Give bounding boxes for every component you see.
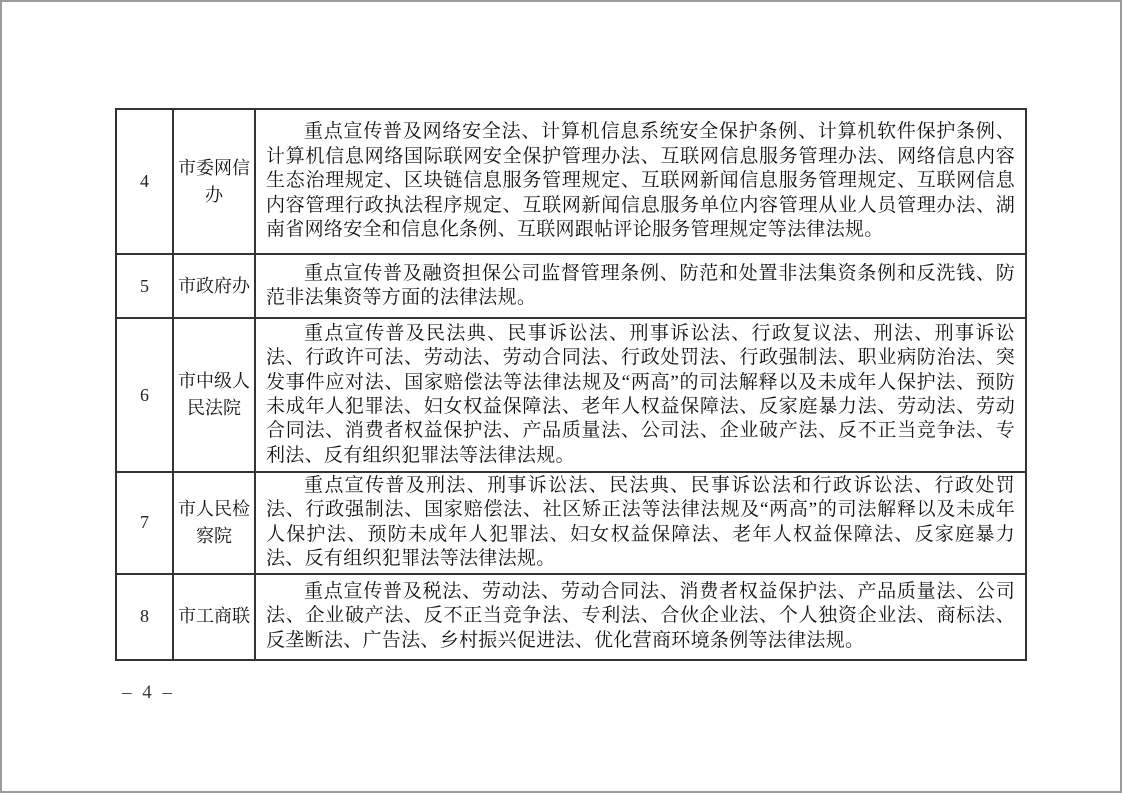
row-number-cell [116, 318, 173, 472]
row-number: 4 [140, 171, 149, 191]
department-name: 市工商联 [178, 606, 250, 627]
row-number-cell [116, 254, 173, 318]
table-row [116, 318, 1026, 472]
department-cell [173, 109, 255, 254]
description-text: 重点宣传普及融资担保公司监督管理条例、防范和处置非法集资条例和反洗钱、防范非法集资等方面的法律法规。 [266, 262, 1015, 308]
description-cell [255, 472, 1026, 574]
department-cell [173, 318, 255, 472]
department-cell [173, 574, 255, 660]
table-row [116, 109, 1026, 254]
row-number-cell [116, 109, 173, 254]
description-cell [255, 254, 1026, 318]
department-name: 市中级人民法院 [178, 371, 250, 418]
description-text: 重点宣传普及民法典、民事诉讼法、刑事诉讼法、行政复议法、刑法、刑事诉讼法、行政许可法、劳动法、劳动合同法、行政处罚法、行政强制法、职业病防治法、突发事件应对法、国家赔偿法等法律法规及“两高”的司法解释以及未成年人保护法、预防未成年人犯罪法、妇女权益保障法、老年人权益保障法、反家庭暴力法、劳动法、劳动合同法、消费者权益保护法、产品质量法、公司法、企业破产法、反不正当竞争法、专利法、反有组织犯罪法等法律法规。 [266, 322, 1015, 466]
row-number-cell [116, 574, 173, 660]
description-cell [255, 109, 1026, 254]
department-name: 市人民检察院 [178, 498, 250, 546]
table-row [116, 574, 1026, 660]
department-name: 市委网信办 [178, 157, 250, 205]
description-text: 重点宣传普及税法、劳动法、劳动合同法、消费者权益保护法、产品质量法、公司法、企业破产法、反不正当竞争法、专利法、合伙企业法、个人独资企业法、商标法、反垄断法、广告法、乡村振兴促进法、优化营商环境条例等法律法规。 [266, 581, 1015, 651]
row-number: 8 [140, 606, 149, 627]
description-text: 重点宣传普及网络安全法、计算机信息系统安全保护条例、计算机软件保护条例、计算机信息网络国际联网安全保护管理办法、互联网信息服务管理办法、网络信息内容生态治理规定、区块链信息服务管理规定、互联网新闻信息服务管理规定、互联网信息内容管理行政执法程序规定、互联网新闻信息服务单位内容管理从业人员管理办法、湖南省网络安全和信息化条例、互联网跟帖评论服务管理规定等法律法规。 [266, 121, 1015, 241]
row-number-cell [116, 472, 173, 574]
department-cell [173, 472, 255, 574]
page-number: – 4 – [122, 682, 175, 703]
description-cell [255, 318, 1026, 472]
table-row [116, 254, 1026, 318]
table-body [116, 109, 1026, 660]
row-number: 6 [140, 384, 149, 405]
department-cell [173, 254, 255, 318]
description-cell [255, 574, 1026, 660]
row-number: 7 [140, 512, 149, 533]
law-propaganda-table [115, 108, 1027, 661]
row-number: 5 [140, 275, 149, 296]
table-row [116, 472, 1026, 574]
description-text: 重点宣传普及刑法、刑事诉讼法、民法典、民事诉讼法和行政诉讼法、行政处罚法、行政强制法、国家赔偿法、社区矫正法等法律法规及“两高”的司法解释以及未成年人保护法、预防未成年人犯罪法、妇女权益保障法、老年人权益保障法、反家庭暴力法、反有组织犯罪法等法律法规。 [266, 475, 1015, 570]
department-name: 市政府办 [178, 275, 250, 296]
